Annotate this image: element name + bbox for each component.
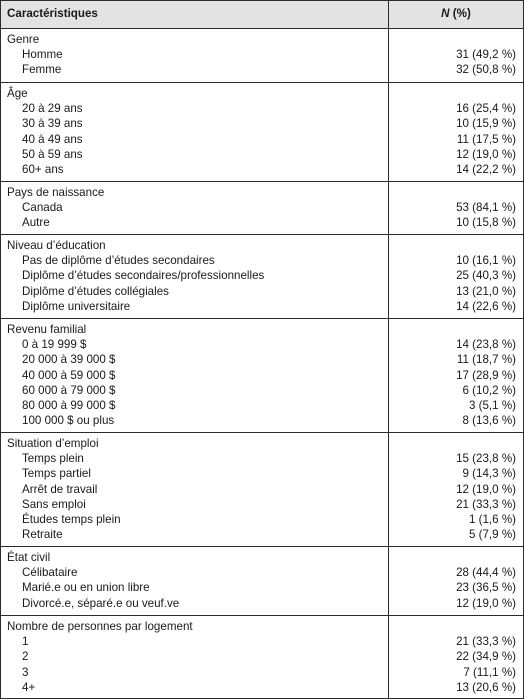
header-characteristics: Caractéristiques [7,7,98,20]
row-value: 11 (18,7 %) [456,353,516,367]
row-value: 7 (11,1 %) [463,665,516,679]
section-title-row [1,550,523,565]
section-group [1,235,523,319]
row-value: 12 (19,0 %) [456,147,516,161]
row-label: 30 à 39 ans [22,117,83,131]
row-value: 21 (33,3 %) [456,635,516,649]
section-title: État civil [7,551,51,564]
row-label: Diplôme d’études collégiales [22,284,169,298]
row-label: Homme [22,48,63,62]
row-value: 14 (22,2 %) [456,163,516,176]
table-row [1,47,523,62]
row-label: Autre [22,216,50,230]
row-value: 22 (34,9 %) [456,650,516,664]
table-row [1,512,523,527]
row-value: 21 (33,3 %) [456,497,516,511]
row-label: 60+ ans [22,163,64,176]
header-percent: (%) [449,7,471,20]
row-value: 16 (25,4 %) [456,102,516,116]
header-n-percent [393,7,519,20]
row-value: 10 (15,8 %) [456,216,516,230]
row-label: Diplôme universitaire [22,299,131,313]
section-title-row [1,322,523,337]
section-title: Genre [7,33,40,46]
row-value: 13 (20,6 %) [456,680,516,694]
table-row [1,596,523,611]
table-row [1,132,523,147]
table-row [1,299,523,314]
row-label: 3 [22,665,29,679]
section-title: Pays de naissance [7,186,105,199]
row-label: Divorcé.e, séparé.e ou veuf.ve [22,596,180,610]
row-label: Temps plein [22,452,84,466]
section-title: Âge [7,87,28,100]
row-label: 50 à 59 ans [22,147,83,161]
section-title-row [1,238,523,253]
table-row [1,565,523,580]
table-row [1,62,523,77]
row-label: Pas de diplôme d’études secondaires [22,254,215,268]
table-header [1,1,523,29]
row-value: 17 (28,9 %) [456,368,516,382]
row-value: 32 (50,8 %) [456,63,516,77]
section-group [1,29,523,83]
table-row [1,649,523,664]
section-title-row [1,185,523,200]
row-label: 0 à 19 999 $ [22,338,87,352]
row-label: 40 000 à 59 000 $ [22,368,116,382]
table-row [1,497,523,512]
row-value: 10 (16,1 %) [456,254,516,268]
row-value: 28 (44,4 %) [456,566,516,580]
table-row [1,527,523,542]
table-row [1,634,523,649]
table-row [1,253,523,268]
row-value: 14 (22,6 %) [456,299,516,313]
section-title-row [1,619,523,634]
section-group [1,182,523,235]
row-value: 9 (14,3 %) [462,467,516,481]
table-row [1,268,523,283]
table-row [1,116,523,131]
table-row [1,101,523,116]
row-label: 20 000 à 39 000 $ [22,353,116,367]
section-group [1,547,523,616]
table-row [1,466,523,481]
row-label: Diplôme d’études secondaires/professionnelles [22,269,265,283]
table-row [1,352,523,367]
section-title: Nombre de personnes par logement [7,620,193,633]
row-value: 12 (19,0 %) [456,596,516,610]
row-value: 8 (13,6 %) [462,414,516,428]
row-value: 12 (19,0 %) [456,482,516,496]
row-label: Marié.e ou en union libre [22,581,150,595]
table-row [1,398,523,413]
row-value: 14 (23,8 %) [456,338,516,352]
row-value: 53 (84,1 %) [456,201,516,215]
row-label: Retraite [22,528,63,542]
section-group [1,83,523,182]
table-row [1,383,523,398]
table-row [1,337,523,352]
section-title-row [1,436,523,451]
section-title: Revenu familial [7,323,87,336]
row-label: Sans emploi [22,497,86,511]
row-value: 3 (5,1 %) [468,399,516,412]
row-value: 13 (21,0 %) [456,284,516,298]
row-value: 6 (10,2 %) [462,383,516,397]
row-value: 15 (23,8 %) [456,452,516,466]
row-value: 10 (15,9 %) [456,117,516,131]
row-label: 2 [22,650,29,664]
row-label: 20 à 29 ans [22,102,83,116]
row-value: 31 (49,2 %) [456,48,516,62]
row-label: Études temps plein [22,513,121,526]
section-title: Situation d’emploi [7,437,99,450]
table-row [1,482,523,497]
row-label: Canada [22,201,63,215]
row-label: 80 000 à 99 000 $ [22,399,116,412]
row-value: 25 (40,3 %) [456,269,516,283]
row-label: Femme [22,63,62,77]
section-group [1,616,523,697]
table-row [1,580,523,595]
header-n: N [441,7,450,20]
row-label: Arrêt de travail [22,482,98,496]
row-label: Célibataire [22,566,78,580]
table-row [1,368,523,383]
row-label: 4+ [22,680,36,694]
row-label: 60 000 à 79 000 $ [22,383,116,397]
table-row [1,200,523,215]
table-row [1,215,523,230]
row-value: 23 (36,5 %) [456,581,516,595]
section-title: Niveau d’éducation [7,239,106,252]
row-label: Temps partiel [22,467,91,481]
table-row [1,162,523,177]
row-value: 5 (7,9 %) [468,528,516,542]
section-group [1,319,523,433]
row-label: 1 [22,635,29,649]
row-value: 11 (17,5 %) [456,132,516,146]
section-group [1,433,523,547]
table-row [1,451,523,466]
table-row [1,284,523,299]
table-row [1,147,523,162]
section-title-row [1,86,523,101]
section-title-row [1,32,523,47]
row-label: 40 à 49 ans [22,132,83,146]
table-row [1,665,523,680]
table-row [1,680,523,695]
row-value: 1 (1,6 %) [468,513,516,526]
row-label: 100 000 $ ou plus [22,414,115,428]
table-row [1,413,523,428]
